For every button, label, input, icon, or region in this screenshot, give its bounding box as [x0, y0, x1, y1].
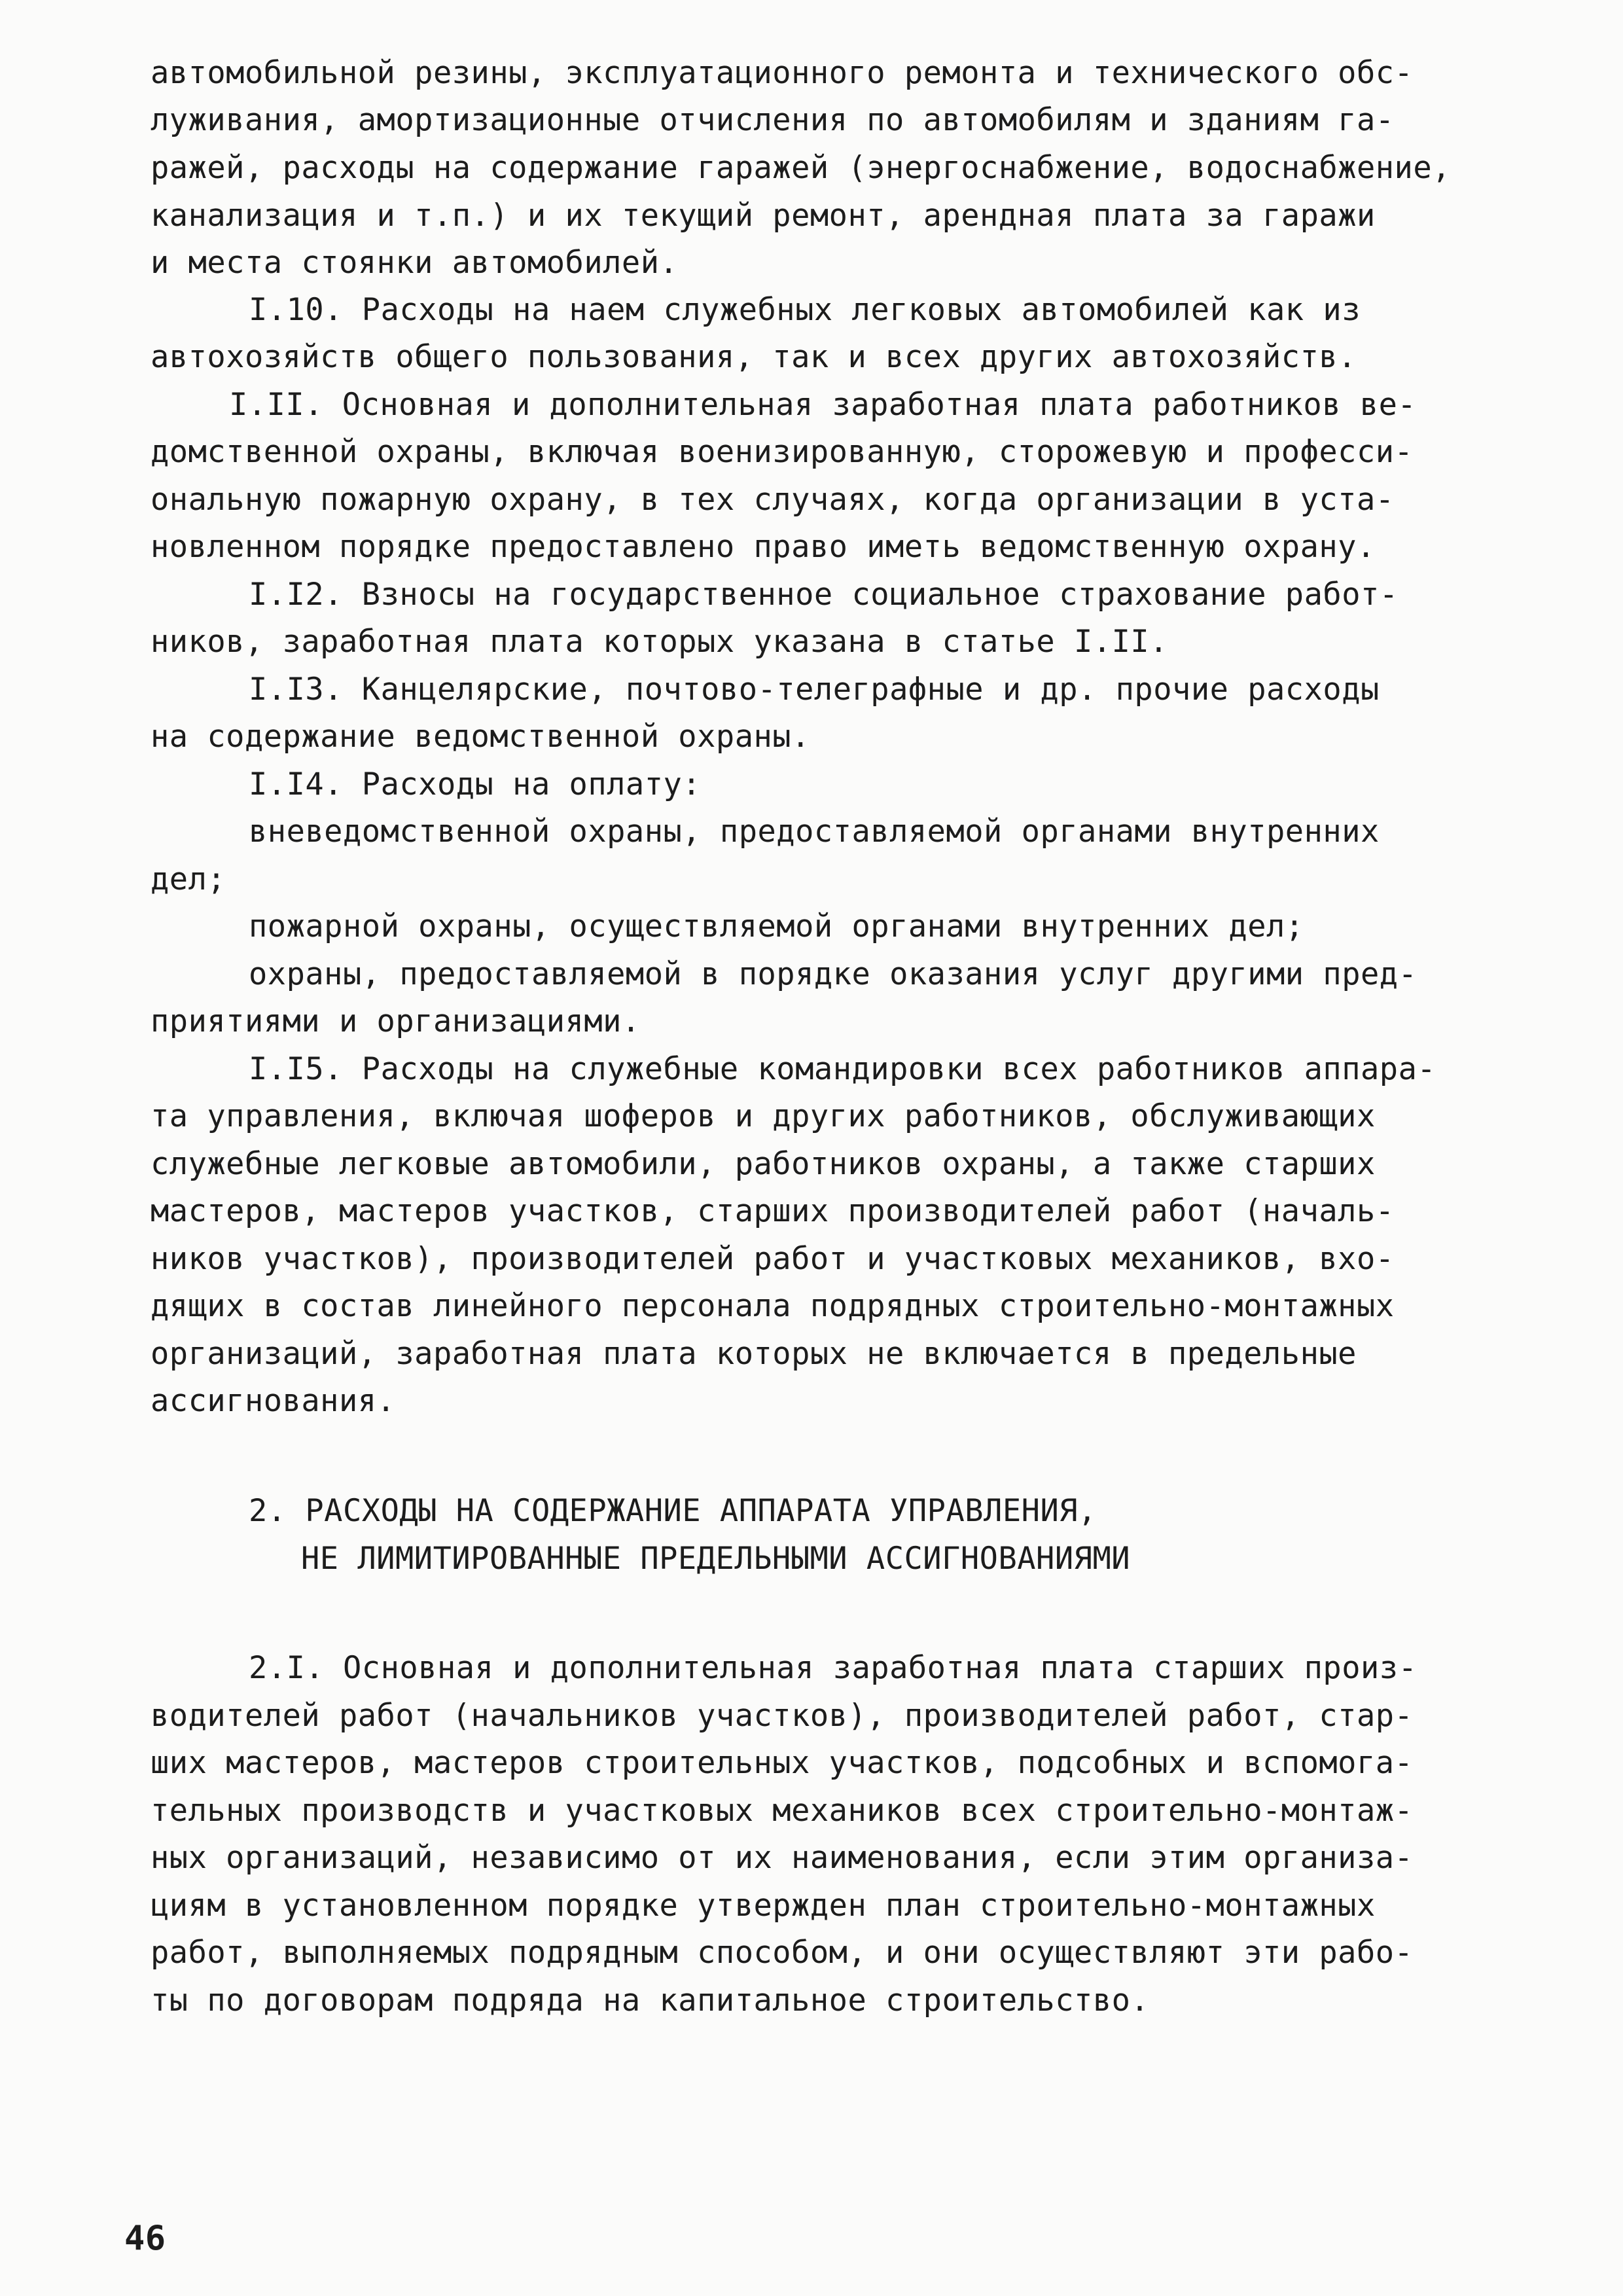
- text-line: водителей работ (начальников участков), производителей работ, стар-: [151, 1698, 1414, 1734]
- paragraph-1-15: I.I5. Расходы на служебные командировки всех работников аппара-: [249, 1051, 1436, 1087]
- text-line: ты по договорам подряда на капитальное строительство.: [151, 1982, 1150, 2018]
- text-line: луживания, амортизационные отчисления по автомобилям и зданиям га-: [151, 102, 1395, 138]
- paragraph-2-1: 2.I. Основная и дополнительная заработная плата старших произ-: [249, 1650, 1418, 1686]
- paragraph-1-14: I.I4. Расходы на оплату:: [249, 766, 702, 802]
- text-line: ассигнования.: [151, 1383, 396, 1419]
- text-line: ных организаций, независимо от их наименования, если этим организа-: [151, 1840, 1414, 1876]
- text-line: циям в установленном порядке утвержден план строительно-монтажных: [151, 1888, 1376, 1924]
- text-line: канализация и т.п.) и их текущий ремонт, арендная плата за гаражи: [151, 198, 1376, 234]
- paragraph-1-12: I.I2. Взносы на государственное социальное страхование работ-: [249, 577, 1399, 613]
- text-line: тельных производств и участковых механиков всех строительно-монтаж-: [151, 1793, 1414, 1829]
- text-line: дящих в состав линейного персонала подрядных строительно-монтажных: [151, 1288, 1395, 1324]
- text-line: пожарной охраны, осуществляемой органами внутренних дел;: [249, 908, 1304, 944]
- text-line: та управления, включая шоферов и других работников, обслуживающих: [151, 1098, 1376, 1134]
- text-line: работ, выполняемых подрядным способом, и они осуществляют эти рабо-: [151, 1935, 1414, 1971]
- section-heading-line2: НЕ ЛИМИТИРОВАННЫЕ ПРЕДЕЛЬНЫМИ АССИГНОВАНИЯМИ: [301, 1541, 1131, 1577]
- text-line: приятиями и организациями.: [151, 1003, 641, 1039]
- paragraph-1-10: I.10. Расходы на наем служебных легковых автомобилей как из: [249, 292, 1361, 328]
- text-line: охраны, предоставляемой в порядке оказания услуг другими пред-: [249, 956, 1418, 992]
- text-line: на содержание ведомственной охраны.: [151, 719, 810, 755]
- text-line: ражей, расходы на содержание гаражей (энергоснабжение, водоснабжение,: [151, 150, 1451, 186]
- text-line: домственной охраны, включая военизированную, сторожевую и професси-: [151, 434, 1414, 470]
- text-line: и места стоянки автомобилей.: [151, 245, 679, 281]
- text-line: ников, заработная плата которых указана в статье I.II.: [151, 624, 1169, 660]
- text-line: новленном порядке предоставлено право иметь ведомственную охрану.: [151, 529, 1376, 565]
- text-line: организаций, заработная плата которых не включается в предельные: [151, 1336, 1357, 1372]
- text-line: автохозяйств общего пользования, так и всех других автохозяйств.: [151, 339, 1357, 375]
- text-line: дел;: [151, 861, 226, 897]
- text-line: ональную пожарную охрану, в тех случаях, когда организации в уста-: [151, 482, 1395, 518]
- text-line: вневедомственной охраны, предоставляемой органами внутренних: [249, 814, 1380, 850]
- text-line: служебные легковые автомобили, работников охраны, а также старших: [151, 1146, 1376, 1182]
- paragraph-1-11: I.II. Основная и дополнительная заработная плата работников ве-: [229, 387, 1417, 423]
- text-line: ших мастеров, мастеров строительных участков, подсобных и вспомога-: [151, 1745, 1414, 1781]
- text-line: мастеров, мастеров участков, старших производителей работ (началь-: [151, 1193, 1395, 1229]
- text-line: ников участков), производителей работ и участковых механиков, вхо-: [151, 1241, 1395, 1277]
- paragraph-1-13: I.I3. Канцелярские, почтово-телеграфные и др. прочие расходы: [249, 672, 1380, 708]
- section-heading: 2. РАСХОДЫ НА СОДЕРЖАНИЕ АППАРАТА УПРАВЛЕНИЯ,: [249, 1493, 1097, 1529]
- text-line: автомобильной резины, эксплуатационного ремонта и технического обс-: [151, 55, 1414, 91]
- page-number: 46: [124, 2219, 166, 2258]
